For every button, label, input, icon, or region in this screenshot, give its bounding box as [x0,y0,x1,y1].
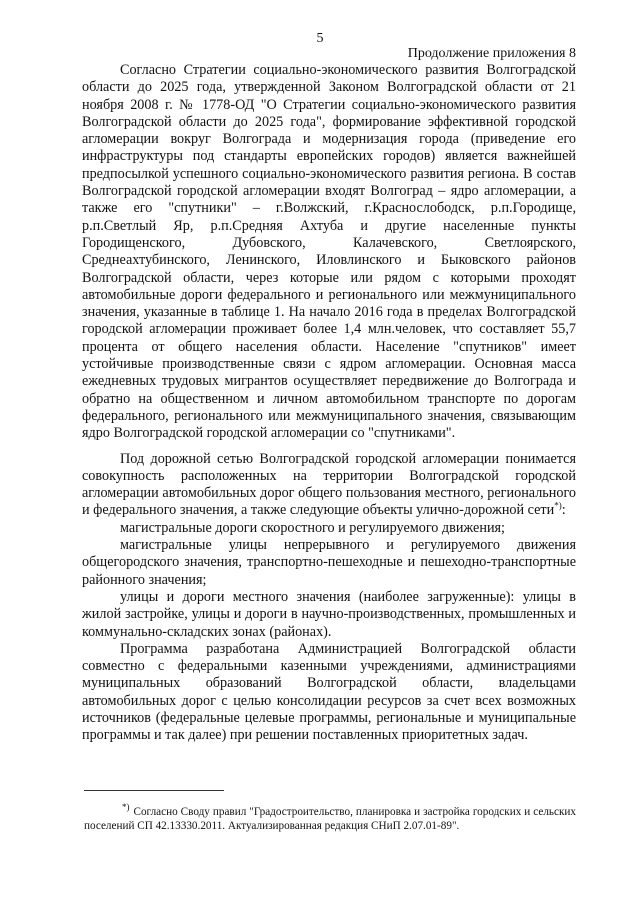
footnote: *) Согласно Своду правил "Градостроительство, планировка и застройка городских и сельских поселений СП 42.13330.2011. Актуализированная редакция СНиП 2.07.01-89". [84,802,576,832]
paragraph-road-network [82,451,576,520]
footnote-divider [84,790,224,791]
footnote-reference-tail: : [561,502,566,519]
footnote-reference: *) [554,500,562,511]
paragraph-program: Программа разработана Администрацией Волгоградской области совместно с федеральными казенными учреждениями, администрациями муниципальных образований Волгоградской области, владельцами автомобильных дорог с целью консолидации ресурсов за счет всех возможных источников (федеральные целевые программы, региональные и муниципальные программы и так далее) при решении поставленных приоритетных задач. [82,640,576,744]
page-number: 5 [316,31,324,46]
list-item-local-streets: улицы и дороги местного значения (наиболее загруженные): улицы в жилой застройке, улицы и дороги в научно-производственных, промышленных и коммунально-складских зонах (районах). [82,588,576,640]
paragraph-road-network-text: Под дорожной сетью Волгоградской городской агломерации понимается совокупность расположенных на территории Волгоградской городской агломерации автомобильных дорог общего пользования местного, регионального и федерального значения, а также следующие объекты улично-дорожной сети [82,450,576,519]
document-body [82,62,576,745]
list-item-highways: магистральные дороги скоростного и регулируемого движения; [120,519,506,536]
list-item-main-streets: магистральные улицы непрерывного и регулируемого движения общегородского значения, транспортно-пешеходные и пешеходно-транспортные районного значения; [82,537,576,588]
footnote-text: Согласно Своду правил "Градостроительство, планировка и застройка городских и сельских поселений СП 42.13330.2011. Актуализированная редакция СНиП 2.07.01-89". [84,806,576,832]
appendix-continuation-note: Продолжение приложения 8 [407,46,576,61]
paragraph-strategy: Согласно Стратегии социально-экономического развития Волгоградской области до 2025 года, утвержденной Законом Волгоградской области от 21 ноября 2008 г. № 1778-ОД "О Стратегии социально-экономического развития Волгоградской области до 2025 года", формирование эффективной городской агломерации вокруг Волгограда и модернизация города (приведение его инфраструктуры под стандарты европейских городов) является важнейшей предпосылкой успешного социально-экономического развития региона. В состав Волгоградской городской агломерации входят Волгоград – ядро агломерации, а также его "спутники" – г.Волжский, г.Краснослободск, р.п.Городище, р.п.Светлый Яр, р.п.Средняя Ахтуба и другие населенные пункты Городищенского, Дубовского, Калачевского, Светлоярского, Среднеахтубинского, Ленинского, Иловлинского и Быковского районов Волгоградской области, через которые или рядом с которыми проходят автомобильные дороги федерального и регионального или межмуниципального значения, указанные в таблице 1. На начало 2016 года в пределах Волгоградской городской агломерации проживает более 1,4 млн.человек, что составляет 55,7 процента от общего населения области. Население "спутников" имеет устойчивые производственные связи с ядром агломерации. Основная масса ежедневных трудовых мигрантов осуществляет передвижение до Волгограда и обратно на общественном и личном автомобильном транспорте по дорогам федерального, регионального или межмуниципального значения, связывающим ядро Волгоградской городской агломерации со "спутниками". [82,62,576,442]
